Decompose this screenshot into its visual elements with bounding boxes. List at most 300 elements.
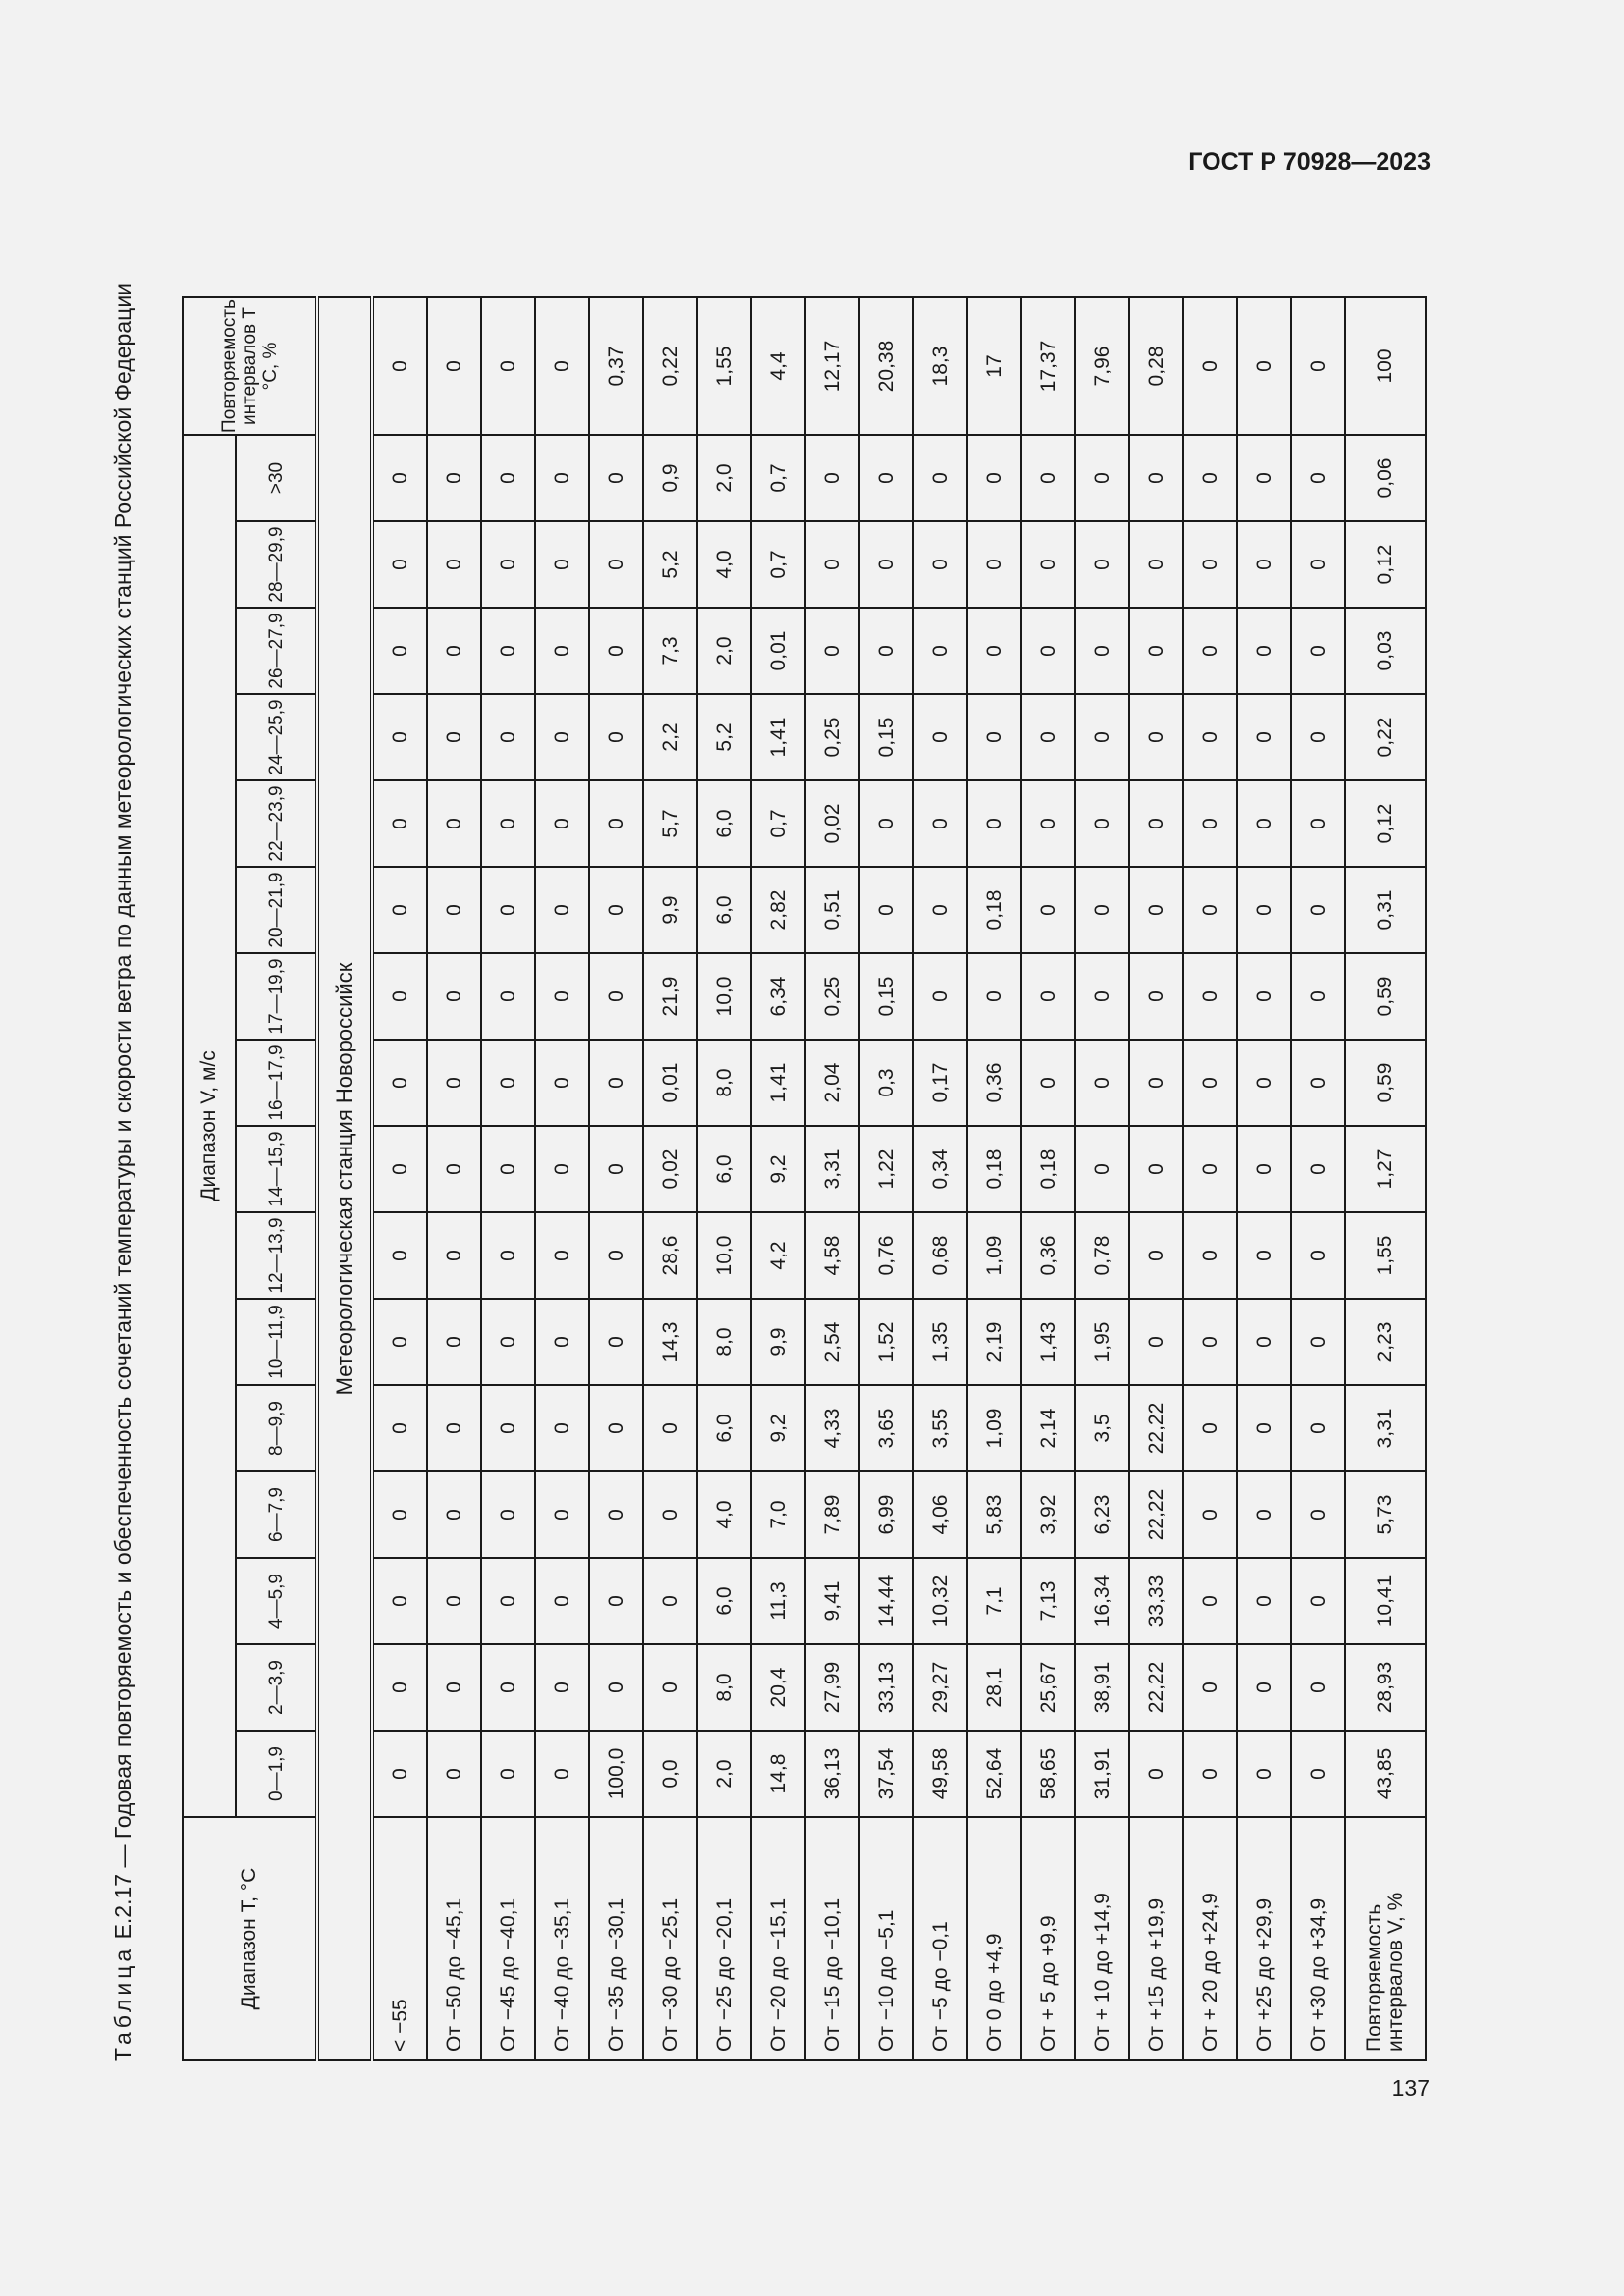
table-cell: 29,27	[913, 1644, 967, 1731]
rotated-table-block	[108, 216, 1434, 2061]
table-cell: 0,17	[913, 1040, 967, 1126]
table-cell: 0	[1291, 694, 1345, 780]
table-cell: 0	[967, 608, 1021, 694]
table-cell: 6,0	[697, 1385, 751, 1471]
table-cell: 0	[535, 953, 589, 1040]
row-label: От −50 до −45,1	[427, 1817, 481, 2060]
speed-range-label: 0—1,9	[236, 1731, 317, 1817]
table-cell: 3,92	[1021, 1471, 1075, 1558]
table-cell: 14,3	[643, 1299, 697, 1385]
table-cell: 0	[643, 1558, 697, 1644]
table-cell: 27,99	[805, 1644, 859, 1731]
table-cell: 0	[1291, 867, 1345, 953]
table-cell: 0	[535, 1644, 589, 1731]
repeat-cell: 0	[1291, 297, 1345, 435]
table-cell: 0	[1183, 608, 1237, 694]
table-cell: 0	[1291, 1126, 1345, 1212]
table-cell: 0	[372, 953, 427, 1040]
row-label: От −5 до −0,1	[913, 1817, 967, 2060]
table-cell: 9,2	[751, 1385, 805, 1471]
table-row	[535, 297, 589, 2060]
row-label: От 0 до +4,9	[967, 1817, 1021, 2060]
table-cell: 5,2	[643, 521, 697, 608]
caption-label: Таблица	[110, 1945, 135, 2061]
table-cell: 5,73	[1345, 1471, 1426, 1558]
table-cell: 0	[913, 953, 967, 1040]
table-row	[1237, 297, 1291, 2060]
table-cell: 49,58	[913, 1731, 967, 1817]
table-cell: 0,22	[1345, 694, 1426, 780]
table-cell: 0	[1183, 1731, 1237, 1817]
table-cell: 0	[1075, 1126, 1129, 1212]
table-cell: 0	[372, 1385, 427, 1471]
table-cell: 6,0	[697, 780, 751, 867]
table-cell: 0	[589, 867, 643, 953]
table-cell: 3,65	[859, 1385, 913, 1471]
table-caption	[108, 265, 137, 2061]
table-cell: 0	[427, 1299, 481, 1385]
table-cell: 0	[967, 435, 1021, 521]
table-cell: 0	[372, 1644, 427, 1731]
speed-range-label: 12—13,9	[236, 1212, 317, 1299]
table-row	[427, 297, 481, 2060]
repeat-cell: 12,17	[805, 297, 859, 435]
table-cell: 0	[913, 435, 967, 521]
table-cell: 0	[913, 694, 967, 780]
table-cell: 2,14	[1021, 1385, 1075, 1471]
table-cell: 0	[805, 435, 859, 521]
table-cell: 0	[643, 1644, 697, 1731]
table-cell: 0,7	[751, 521, 805, 608]
table-cell: 43,85	[1345, 1731, 1426, 1817]
table-cell: 0	[1021, 780, 1075, 867]
table-cell: 0	[589, 1558, 643, 1644]
repeat-cell: 20,38	[859, 297, 913, 435]
table-cell: 0	[1237, 1040, 1291, 1126]
table-cell: 0	[1075, 780, 1129, 867]
table-cell: 0	[1237, 1299, 1291, 1385]
table-cell: 36,13	[805, 1731, 859, 1817]
table-cell: 0	[643, 1471, 697, 1558]
table-cell: 1,09	[967, 1385, 1021, 1471]
table-cell: 0	[1291, 435, 1345, 521]
table-cell: 0,18	[1021, 1126, 1075, 1212]
repeat-cell: 0	[1183, 297, 1237, 435]
table-cell: 0	[535, 1558, 589, 1644]
header-row	[183, 297, 236, 2060]
table-cell: 0,25	[805, 694, 859, 780]
table-cell: 25,67	[1021, 1644, 1075, 1731]
table-cell: 10,0	[697, 1212, 751, 1299]
table-cell: 10,32	[913, 1558, 967, 1644]
table-cell: 1,27	[1345, 1126, 1426, 1212]
table-cell: 0	[1129, 1299, 1183, 1385]
table-cell: 0	[1129, 1126, 1183, 1212]
table-cell: 16,34	[1075, 1558, 1129, 1644]
table-row	[1021, 297, 1075, 2060]
speed-range-label: 16—17,9	[236, 1040, 317, 1126]
table-cell: 0	[372, 1212, 427, 1299]
table-cell: 2,0	[697, 608, 751, 694]
repeat-cell: 4,4	[751, 297, 805, 435]
table-cell: 31,91	[1075, 1731, 1129, 1817]
table-cell: 0	[1129, 1731, 1183, 1817]
table-cell: 9,2	[751, 1126, 805, 1212]
table-cell: 0	[372, 1299, 427, 1385]
table-cell: 0	[535, 1040, 589, 1126]
table-row	[1075, 297, 1129, 2060]
table-cell: 0,15	[859, 953, 913, 1040]
table-cell: 0	[481, 1299, 535, 1385]
table-cell: 0	[643, 1385, 697, 1471]
table-cell: 0	[481, 1558, 535, 1644]
table-cell: 0,02	[643, 1126, 697, 1212]
row-label: От +25 до +29,9	[1237, 1817, 1291, 2060]
table-cell: 0	[967, 780, 1021, 867]
table-cell: 33,13	[859, 1644, 913, 1731]
table-cell: 0	[535, 521, 589, 608]
row-label: От −40 до −35,1	[535, 1817, 589, 2060]
table-cell: 58,65	[1021, 1731, 1075, 1817]
row-label: От −15 до −10,1	[805, 1817, 859, 2060]
table-cell: 0	[1291, 1471, 1345, 1558]
table-cell: 0	[1291, 1644, 1345, 1731]
repeat-cell: 0	[535, 297, 589, 435]
table-cell: 10,0	[697, 953, 751, 1040]
table-row	[589, 297, 643, 2060]
table-cell: 0	[481, 1212, 535, 1299]
table-cell: 8,0	[697, 1040, 751, 1126]
table-cell: 0	[1183, 1040, 1237, 1126]
table-cell: 0,25	[805, 953, 859, 1040]
table-cell: 0	[1075, 435, 1129, 521]
table-cell: 4,2	[751, 1212, 805, 1299]
table-cell: 0	[372, 780, 427, 867]
table-cell: 0	[481, 1040, 535, 1126]
table-cell: 0	[1183, 435, 1237, 521]
table-cell: 0	[1237, 1212, 1291, 1299]
repeat-cell: 0	[372, 297, 427, 435]
table-cell: 0	[805, 608, 859, 694]
table-row	[697, 297, 751, 2060]
temp-range-header: Диапазон T, °C	[183, 1817, 317, 2060]
repeat-cell: 17	[967, 297, 1021, 435]
table-cell: 0	[427, 867, 481, 953]
table-cell: 20,4	[751, 1644, 805, 1731]
table-row	[913, 297, 967, 2060]
row-label: От +30 до +34,9	[1291, 1817, 1345, 2060]
table-cell: 0	[427, 1644, 481, 1731]
table-cell: 8,0	[697, 1299, 751, 1385]
table-cell: 0	[535, 1731, 589, 1817]
table-cell: 1,95	[1075, 1299, 1129, 1385]
table-cell: 0	[372, 1471, 427, 1558]
table-cell: 2,0	[697, 435, 751, 521]
table-cell: 0	[372, 694, 427, 780]
table-cell: 0	[481, 1385, 535, 1471]
total-row	[1345, 297, 1426, 2060]
table-row	[1183, 297, 1237, 2060]
table-cell: 2,19	[967, 1299, 1021, 1385]
table-cell: 3,5	[1075, 1385, 1129, 1471]
speed-range-label: >30	[236, 435, 317, 521]
table-cell: 0	[1075, 521, 1129, 608]
table-cell: 14,8	[751, 1731, 805, 1817]
table-cell: 2,23	[1345, 1299, 1426, 1385]
table-cell: 9,41	[805, 1558, 859, 1644]
speed-range-label: 4—5,9	[236, 1558, 317, 1644]
table-cell: 8,0	[697, 1644, 751, 1731]
table-cell: 0	[1183, 1126, 1237, 1212]
table-cell: 0	[1021, 1040, 1075, 1126]
table-cell: 0	[589, 694, 643, 780]
table-cell: 0	[1075, 694, 1129, 780]
table-cell: 0	[1075, 953, 1129, 1040]
table-cell: 0,01	[751, 608, 805, 694]
table-cell: 0	[372, 521, 427, 608]
row-label: < −55	[372, 1817, 427, 2060]
table-cell: 0	[481, 608, 535, 694]
table-cell: 4,33	[805, 1385, 859, 1471]
table-cell: 4,58	[805, 1212, 859, 1299]
table-cell: 4,06	[913, 1471, 967, 1558]
table-cell: 0	[427, 1212, 481, 1299]
table-cell: 0	[481, 1126, 535, 1212]
table-cell: 0	[1237, 1385, 1291, 1471]
table-cell: 7,13	[1021, 1558, 1075, 1644]
table-cell: 0	[535, 608, 589, 694]
repeat-cell: 0,28	[1129, 297, 1183, 435]
table-cell: 0	[1183, 867, 1237, 953]
table-cell: 0	[1237, 694, 1291, 780]
row-label: От −45 до −40,1	[481, 1817, 535, 2060]
table-cell: 0	[535, 435, 589, 521]
repeat-cell: 0	[427, 297, 481, 435]
repeat-t-header: Повторяемость интервалов T °C, %	[183, 297, 317, 435]
table-cell: 0	[427, 1558, 481, 1644]
table-cell: 0	[481, 435, 535, 521]
repeat-cell: 7,96	[1075, 297, 1129, 435]
table-cell: 0,36	[967, 1040, 1021, 1126]
table-cell: 0	[535, 780, 589, 867]
table-cell: 0	[1237, 867, 1291, 953]
table-cell: 9,9	[751, 1299, 805, 1385]
table-cell: 0	[1237, 521, 1291, 608]
table-cell: 0	[1237, 435, 1291, 521]
table-cell: 1,35	[913, 1299, 967, 1385]
table-cell: 0	[1129, 435, 1183, 521]
table-cell: 0	[481, 780, 535, 867]
table-cell: 0	[589, 435, 643, 521]
table-cell: 0	[913, 608, 967, 694]
table-row	[1291, 297, 1345, 2060]
table-cell: 1,22	[859, 1126, 913, 1212]
table-cell: 38,91	[1075, 1644, 1129, 1731]
table-cell: 0	[481, 1731, 535, 1817]
speed-range-label: 8—9,9	[236, 1385, 317, 1471]
speed-range-label: 10—11,9	[236, 1299, 317, 1385]
table-cell: 4,0	[697, 521, 751, 608]
table-cell: 0	[481, 1644, 535, 1731]
table-cell: 1,41	[751, 1040, 805, 1126]
table-cell: 0	[1237, 1558, 1291, 1644]
table-cell: 0	[1021, 694, 1075, 780]
table-cell: 5,83	[967, 1471, 1021, 1558]
repeat-cell: 100	[1345, 297, 1426, 435]
table-cell: 0,03	[1345, 608, 1426, 694]
table-cell: 0	[427, 1385, 481, 1471]
table-cell: 0	[1129, 608, 1183, 694]
table-cell: 0	[535, 1471, 589, 1558]
table-cell: 14,44	[859, 1558, 913, 1644]
table-cell: 0	[589, 1040, 643, 1126]
table-cell: 0	[589, 1644, 643, 1731]
table-cell: 0,0	[643, 1731, 697, 1817]
row-label: От −10 до −5,1	[859, 1817, 913, 2060]
table-cell: 1,43	[1021, 1299, 1075, 1385]
table-cell: 0	[1237, 1126, 1291, 1212]
table-cell: 0	[372, 1558, 427, 1644]
table-cell: 0	[1021, 608, 1075, 694]
table-cell: 28,93	[1345, 1644, 1426, 1731]
table-cell: 0	[1291, 780, 1345, 867]
table-cell: 0	[967, 694, 1021, 780]
table-cell: 0	[1291, 1385, 1345, 1471]
table-cell: 37,54	[859, 1731, 913, 1817]
table-cell: 2,2	[643, 694, 697, 780]
table-cell: 0,9	[643, 435, 697, 521]
table-cell: 0	[589, 521, 643, 608]
row-label: От −30 до −25,1	[643, 1817, 697, 2060]
table-cell: 0,59	[1345, 953, 1426, 1040]
table-cell: 0	[1129, 1040, 1183, 1126]
table-cell: 6,99	[859, 1471, 913, 1558]
table-cell: 0	[1291, 1558, 1345, 1644]
table-cell: 0	[859, 780, 913, 867]
repeat-cell: 0	[1237, 297, 1291, 435]
station-name: Метеорологическая станция Новороссийск	[317, 297, 372, 2060]
table-cell: 0	[1237, 1471, 1291, 1558]
table-cell: 0	[1237, 1644, 1291, 1731]
table-cell: 0	[1075, 608, 1129, 694]
table-cell: 0,02	[805, 780, 859, 867]
speed-range-label: 20—21,9	[236, 867, 317, 953]
table-cell: 0	[1021, 953, 1075, 1040]
table-cell: 6,0	[697, 867, 751, 953]
table-cell: 0	[427, 521, 481, 608]
table-cell: 1,41	[751, 694, 805, 780]
table-cell: 0,78	[1075, 1212, 1129, 1299]
table-cell: 0	[427, 1040, 481, 1126]
row-label: От −20 до −15,1	[751, 1817, 805, 2060]
speed-range-label: 28—29,9	[236, 521, 317, 608]
table-cell: 7,3	[643, 608, 697, 694]
table-cell: 22,22	[1129, 1471, 1183, 1558]
table-cell: 5,7	[643, 780, 697, 867]
table-cell: 0	[1291, 1212, 1345, 1299]
table-cell: 0	[535, 1385, 589, 1471]
table-cell: 0	[1291, 953, 1345, 1040]
table-row	[805, 297, 859, 2060]
table-cell: 0,7	[751, 780, 805, 867]
table-cell: 0	[427, 694, 481, 780]
table-cell: 0	[1183, 521, 1237, 608]
table-cell: 0	[589, 1385, 643, 1471]
table-cell: 6,23	[1075, 1471, 1129, 1558]
repeat-cell: 0	[481, 297, 535, 435]
table-cell: 22,22	[1129, 1385, 1183, 1471]
table-cell: 0	[859, 608, 913, 694]
table-cell: 0	[589, 1126, 643, 1212]
repeat-cell: 18,3	[913, 297, 967, 435]
table-cell: 0,7	[751, 435, 805, 521]
table-cell: 11,3	[751, 1558, 805, 1644]
table-cell: 52,64	[967, 1731, 1021, 1817]
table-cell: 0,3	[859, 1040, 913, 1126]
table-cell: 0	[859, 867, 913, 953]
table-cell: 0	[1291, 1040, 1345, 1126]
table-cell: 0	[535, 1212, 589, 1299]
table-cell: 0	[589, 780, 643, 867]
table-cell: 0,01	[643, 1040, 697, 1126]
row-label: От + 10 до +14,9	[1075, 1817, 1129, 2060]
table-cell: 0	[1129, 867, 1183, 953]
table-cell: 0,12	[1345, 780, 1426, 867]
table-cell: 0	[372, 1731, 427, 1817]
table-cell: 0	[1075, 867, 1129, 953]
table-cell: 7,0	[751, 1471, 805, 1558]
table-cell: 0	[427, 1471, 481, 1558]
repeat-cell: 1,55	[697, 297, 751, 435]
table-cell: 0	[427, 608, 481, 694]
table-cell: 0,68	[913, 1212, 967, 1299]
table-cell: 0	[1075, 1040, 1129, 1126]
table-cell: 0	[1129, 1212, 1183, 1299]
table-cell: 0,18	[967, 1126, 1021, 1212]
page-number: 137	[1391, 2075, 1430, 2101]
table-cell: 0	[1129, 953, 1183, 1040]
table-cell: 2,54	[805, 1299, 859, 1385]
table-cell: 0	[1237, 953, 1291, 1040]
row-label: От +15 до +19,9	[1129, 1817, 1183, 2060]
table-cell: 0	[1291, 1731, 1345, 1817]
table-cell: 0	[535, 694, 589, 780]
table-cell: 0,18	[967, 867, 1021, 953]
table-cell: 0	[1237, 780, 1291, 867]
table-cell: 0	[427, 953, 481, 1040]
row-label: От −25 до −20,1	[697, 1817, 751, 2060]
table-cell: 1,52	[859, 1299, 913, 1385]
table-row	[643, 297, 697, 2060]
table-cell: 1,55	[1345, 1212, 1426, 1299]
table-cell: 1,09	[967, 1212, 1021, 1299]
table-cell: 0,15	[859, 694, 913, 780]
speed-range-label: 17—19,9	[236, 953, 317, 1040]
repeat-cell: 0,22	[643, 297, 697, 435]
table-cell: 0	[372, 867, 427, 953]
table-cell: 0	[372, 1126, 427, 1212]
table-cell: 22,22	[1129, 1644, 1183, 1731]
table-cell: 0	[427, 1126, 481, 1212]
table-cell: 6,0	[697, 1126, 751, 1212]
table-cell: 0	[589, 1471, 643, 1558]
table-cell: 0	[1183, 1385, 1237, 1471]
table-cell: 5,2	[697, 694, 751, 780]
table-cell: 0	[1021, 435, 1075, 521]
table-cell: 2,04	[805, 1040, 859, 1126]
repeat-cell: 0,37	[589, 297, 643, 435]
speed-range-label: 26—27,9	[236, 608, 317, 694]
